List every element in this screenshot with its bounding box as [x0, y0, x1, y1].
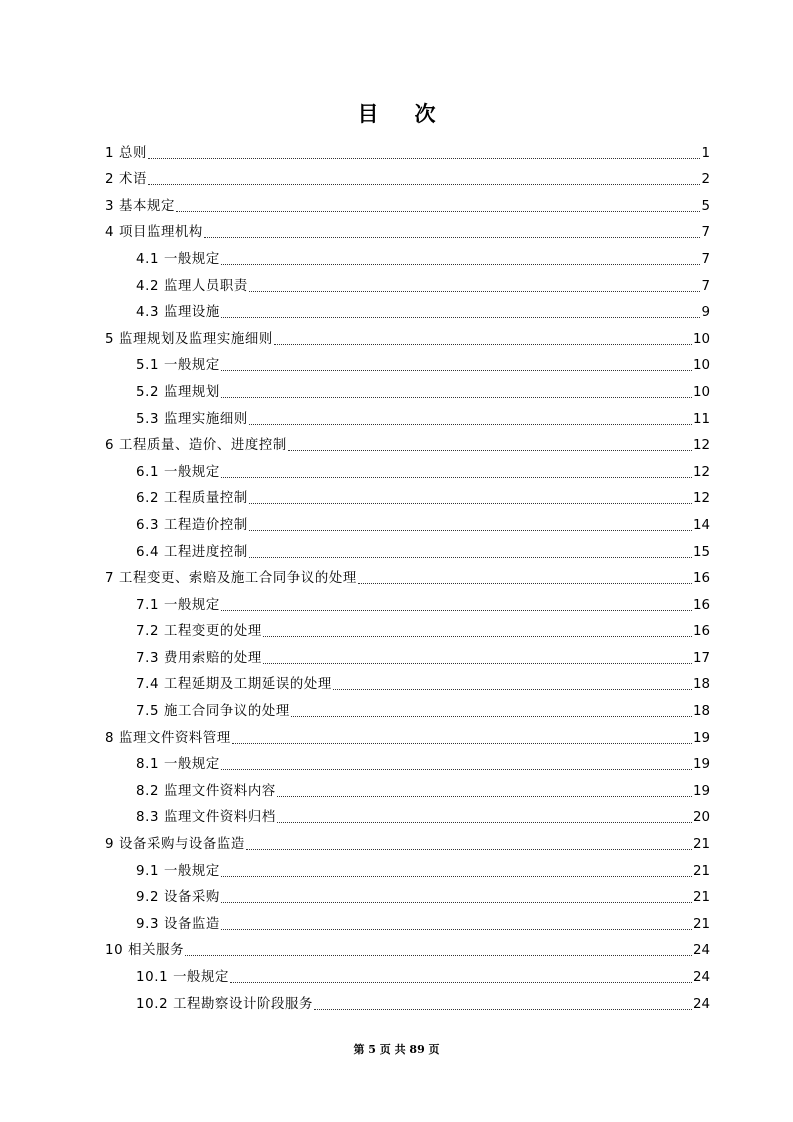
toc-entry[interactable]: [105, 217, 710, 244]
toc-entry-label: 9.3 设备监造: [136, 916, 220, 932]
dot-leader: [249, 424, 692, 425]
toc-entry-label: 7.5 施工合同争议的处理: [136, 704, 290, 720]
toc-entry-label: 4.2 监理人员职责: [136, 278, 248, 294]
toc-entry-page-number: 19: [692, 730, 710, 746]
toc-entry-label: 6.2 工程质量控制: [136, 491, 248, 507]
dot-leader: [148, 184, 701, 185]
dot-leader: [274, 344, 692, 345]
dot-leader: [291, 716, 692, 717]
toc-entry-page-number: 19: [692, 757, 710, 773]
dot-leader: [221, 370, 692, 371]
toc-entry[interactable]: [105, 509, 710, 536]
toc-entry-label: 5.2 监理规划: [136, 384, 220, 400]
page-title: [0, 98, 793, 128]
toc-entry-page-number: 21: [692, 863, 710, 879]
toc-entry-page-number: 24: [692, 996, 710, 1012]
toc-entry[interactable]: [105, 642, 710, 669]
dot-leader: [221, 610, 692, 611]
dot-leader: [358, 583, 692, 584]
toc-entry[interactable]: [105, 775, 710, 802]
toc-entry[interactable]: [105, 695, 710, 722]
title-part-1: 目: [357, 102, 379, 126]
toc-entry[interactable]: [105, 855, 710, 882]
toc-entry[interactable]: [105, 669, 710, 696]
dot-leader: [185, 955, 692, 956]
toc-entry-label: 6 工程质量、造价、进度控制: [105, 438, 287, 454]
toc-entry[interactable]: [105, 908, 710, 935]
dot-leader: [221, 902, 692, 903]
dot-leader: [263, 663, 692, 664]
toc-entry[interactable]: [105, 323, 710, 350]
dot-leader: [277, 796, 692, 797]
toc-entry-page-number: 5: [701, 198, 710, 214]
dot-leader: [288, 450, 692, 451]
toc-entry-label: 10.1 一般规定: [136, 970, 230, 985]
toc-entry-label: 8.3 监理文件资料归档: [136, 810, 276, 826]
toc-entry-page-number: 9: [701, 305, 710, 321]
toc-entry-page-number: 24: [692, 970, 710, 985]
toc-entry-label: 6.1 一般规定: [136, 464, 220, 480]
toc-entry-page-number: 16: [692, 624, 710, 640]
toc-entry-label: 2 术语: [105, 172, 147, 188]
toc-entry-page-number: 12: [692, 438, 710, 454]
dot-leader: [246, 849, 692, 850]
toc-entry-page-number: 16: [692, 571, 710, 587]
dot-leader: [232, 743, 692, 744]
toc-entry-label: 7.1 一般规定: [136, 597, 220, 613]
toc-entry[interactable]: [105, 961, 710, 988]
toc-entry-page-number: 1: [701, 145, 710, 161]
toc-entry-label: 3 基本规定: [105, 198, 175, 214]
toc-entry-label: 8.1 一般规定: [136, 757, 220, 773]
dot-leader: [204, 237, 701, 238]
toc-entry-label: 1 总则: [105, 145, 147, 161]
toc-entry[interactable]: [105, 270, 710, 297]
toc-entry[interactable]: [105, 882, 710, 909]
toc-entry-page-number: 16: [692, 597, 710, 613]
toc-entry-page-number: 10: [692, 331, 710, 347]
toc-entry-page-number: 18: [692, 704, 710, 720]
toc-entry-page-number: 17: [692, 650, 710, 666]
toc-entry[interactable]: [105, 616, 710, 643]
toc-entry[interactable]: [105, 430, 710, 457]
toc-entry-page-number: 21: [692, 837, 710, 853]
toc-entry-label: 6.4 工程进度控制: [136, 544, 248, 560]
toc-entry-label: 8.2 监理文件资料内容: [136, 783, 276, 799]
toc-entry-page-number: 10: [692, 384, 710, 400]
toc-entry[interactable]: [105, 935, 710, 962]
toc-entry-page-number: 12: [692, 464, 710, 480]
toc-entry-page-number: 15: [692, 544, 710, 560]
toc-entry[interactable]: [105, 297, 710, 324]
toc-entry-label: 5.1 一般规定: [136, 358, 220, 374]
toc-entry[interactable]: [105, 563, 710, 590]
dot-leader: [221, 769, 692, 770]
toc-entry-page-number: 21: [692, 890, 710, 906]
toc-entry[interactable]: [105, 376, 710, 403]
toc-entry-label: 6.3 工程造价控制: [136, 517, 248, 533]
toc-entry-page-number: 10: [692, 358, 710, 374]
dot-leader: [221, 264, 701, 265]
toc-entry[interactable]: [105, 483, 710, 510]
dot-leader: [230, 982, 692, 983]
toc-entry[interactable]: [105, 456, 710, 483]
toc-entry-page-number: 21: [692, 916, 710, 932]
toc-entry-label: 9.1 一般规定: [136, 863, 220, 879]
dot-leader: [263, 636, 692, 637]
dot-leader: [221, 397, 692, 398]
toc-entry-label: 7.2 工程变更的处理: [136, 624, 262, 640]
toc-entry-page-number: 7: [701, 225, 710, 241]
dot-leader: [176, 211, 701, 212]
toc-entry-label: 7.4 工程延期及工期延误的处理: [136, 677, 332, 693]
toc-entry-page-number: 18: [692, 677, 710, 693]
dot-leader: [333, 689, 692, 690]
dot-leader: [221, 317, 701, 318]
toc-entry-page-number: 11: [692, 411, 710, 427]
toc-entry[interactable]: [105, 164, 710, 191]
toc-entry-label: 8 监理文件资料管理: [105, 730, 231, 746]
dot-leader: [249, 557, 692, 558]
dot-leader: [221, 477, 692, 478]
toc-entry-label: 10 相关服务: [105, 943, 185, 959]
toc-entry[interactable]: [105, 137, 710, 164]
toc-entry-page-number: 7: [701, 251, 710, 267]
dot-leader: [249, 291, 701, 292]
table-of-contents: [105, 137, 710, 1015]
page-footer: 第 5 页 共 89 页: [353, 1043, 440, 1056]
toc-entry-label: 7.3 费用索赔的处理: [136, 650, 262, 666]
dot-leader: [249, 530, 692, 531]
toc-entry-label: 9.2 设备采购: [136, 890, 220, 906]
toc-entry-page-number: 12: [692, 491, 710, 507]
toc-entry-label: 5 监理规划及监理实施细则: [105, 331, 273, 347]
toc-entry-page-number: 7: [701, 278, 710, 294]
toc-entry-label: 4.3 监理设施: [136, 305, 220, 321]
toc-entry[interactable]: [105, 589, 710, 616]
toc-entry[interactable]: [105, 536, 710, 563]
toc-entry-label: 4.1 一般规定: [136, 251, 220, 267]
toc-entry-page-number: 2: [701, 172, 710, 188]
toc-entry-label: 10.2 工程勘察设计阶段服务: [136, 996, 313, 1012]
toc-entry[interactable]: [105, 828, 710, 855]
toc-entry-page-number: 20: [692, 810, 710, 826]
toc-entry[interactable]: [105, 403, 710, 430]
toc-entry-page-number: 19: [692, 783, 710, 799]
title-part-2: 次: [414, 102, 436, 126]
dot-leader: [221, 876, 692, 877]
toc-entry-label: 7 工程变更、索赔及施工合同争议的处理: [105, 571, 357, 587]
dot-leader: [221, 929, 692, 930]
toc-entry-label: 9 设备采购与设备监造: [105, 837, 245, 853]
toc-entry[interactable]: [105, 190, 710, 217]
toc-entry[interactable]: [105, 243, 710, 270]
dot-leader: [148, 158, 701, 159]
toc-entry-label: 5.3 监理实施细则: [136, 411, 248, 427]
dot-leader: [314, 1009, 692, 1010]
toc-entry-page-number: 14: [692, 517, 710, 533]
toc-entry[interactable]: [105, 749, 710, 776]
dot-leader: [249, 503, 692, 504]
toc-entry[interactable]: [105, 722, 710, 749]
toc-entry[interactable]: [105, 802, 710, 829]
toc-entry[interactable]: [105, 350, 710, 377]
toc-entry-page-number: 24: [692, 943, 710, 959]
toc-entry-label: 4 项目监理机构: [105, 225, 203, 241]
dot-leader: [277, 822, 692, 823]
toc-entry[interactable]: [105, 988, 710, 1015]
